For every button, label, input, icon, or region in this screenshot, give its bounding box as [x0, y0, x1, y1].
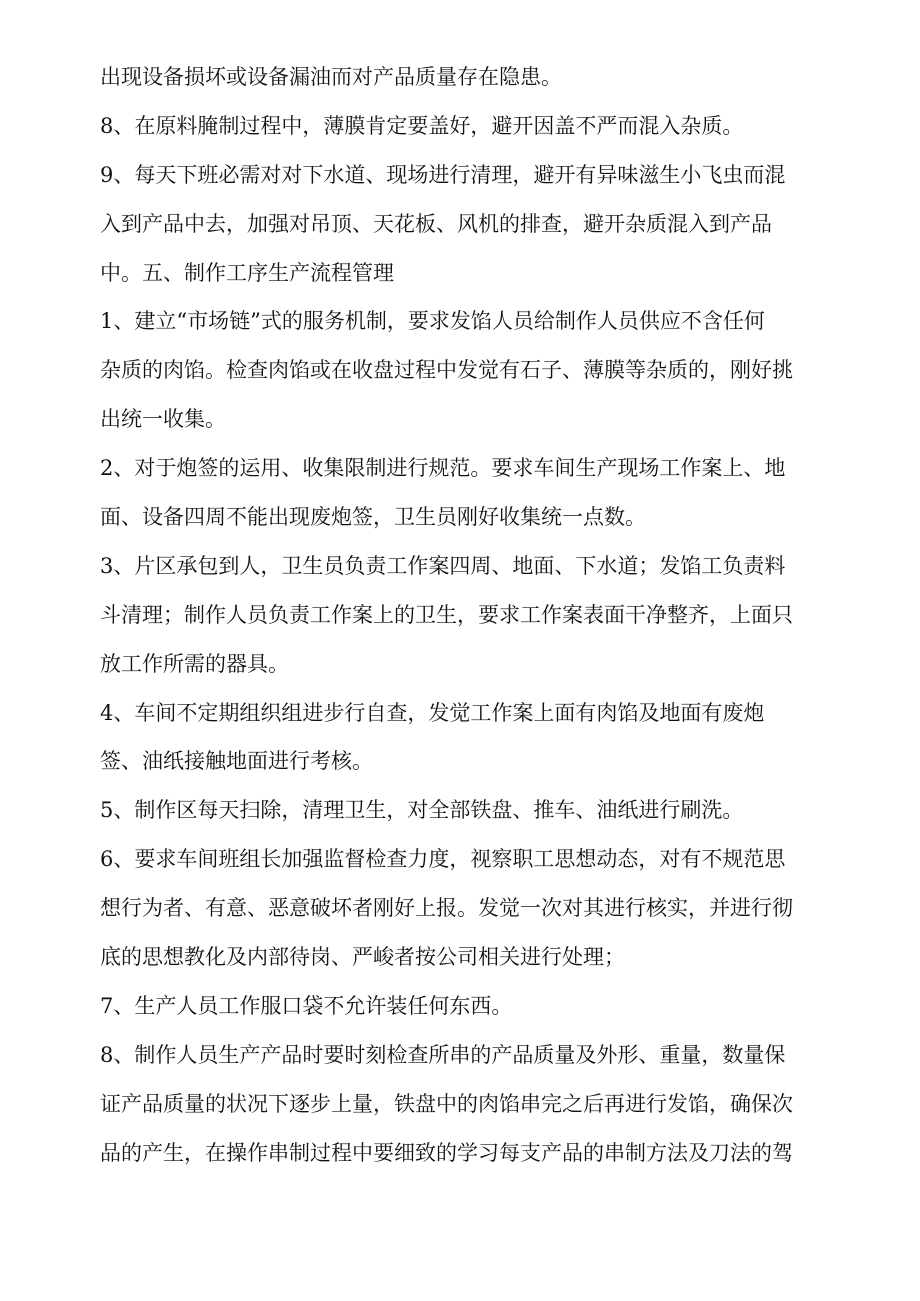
text-line: 3、片区承包到人，卫生员负责工作案四周、地面、下水道；发馅工负责料: [100, 553, 786, 578]
text-line: 8、在原料腌制过程中，薄膜肯定要盖好，避开因盖不严而混入杂质。: [100, 113, 744, 138]
text-line: 4、车间不定期组织组进步行自查，发觉工作案上面有肉馅及地面有废炮: [100, 700, 765, 725]
text-line: 7、生产人员工作服口袋不允许装任何东西。: [100, 993, 513, 1018]
text-line: 9、每天下班必需对对下水道、现场进行清理，避开有异味滋生小飞虫而混: [100, 162, 786, 187]
text-line: 出统一收集。: [100, 407, 226, 432]
text-line: 放工作所需的器具。: [100, 651, 289, 676]
text-line: 5、制作区每天扫除，清理卫生，对全部铁盘、推车、油纸进行刷洗。: [100, 798, 744, 823]
text-line: 斗清理；制作人员负责工作案上的卫生，要求工作案表面干净整齐，上面只: [100, 602, 793, 627]
text-line: 1、建立“市场链”式的服务机制，要求发馅人员给制作人员供应不含任何: [100, 309, 765, 334]
text-line: 2、对于炮签的运用、收集限制进行规范。要求车间生产现场工作案上、地: [100, 456, 786, 481]
text-line: 8、制作人员生产产品时要时刻检查所串的产品质量及外形、重量，数量保: [100, 1042, 786, 1067]
text-line: 签、油纸接触地面进行考核。: [100, 749, 373, 774]
text-line: 想行为者、有意、恶意破坏者刚好上报。发觉一次对其进行核实，并进行彻: [100, 896, 793, 921]
text-line: 底的思想教化及内部待岗、严峻者按公司相关进行处理；: [100, 945, 625, 970]
text-line: 出现设备损坏或设备漏油而对产品质量存在隐患。: [100, 65, 562, 89]
text-line: 品的产生，在操作串制过程中要细致的学习每支产品的串制方法及刀法的驾: [100, 1140, 793, 1165]
text-line: 入到产品中去，加强对吊顶、天花板、风机的排查，避开杂质混入到产品: [100, 211, 772, 236]
text-line: 6、要求车间班组长加强监督检查力度，视察职工思想动态，对有不规范思: [100, 847, 786, 872]
text-line: 面、设备四周不能出现废炮签，卫生员刚好收集统一点数。: [100, 505, 646, 530]
text-line: 杂质的肉馅。检查肉馅或在收盘过程中发觉有石子、薄膜等杂质的，刚好挑: [100, 358, 793, 383]
section-heading-line: 中。五、制作工序生产流程管理: [100, 260, 394, 285]
document-body: [100, 53, 815, 1177]
text-line: 证产品质量的状况下逐步上量，铁盘中的肉馅串完之后再进行发馅，确保次: [100, 1091, 793, 1116]
